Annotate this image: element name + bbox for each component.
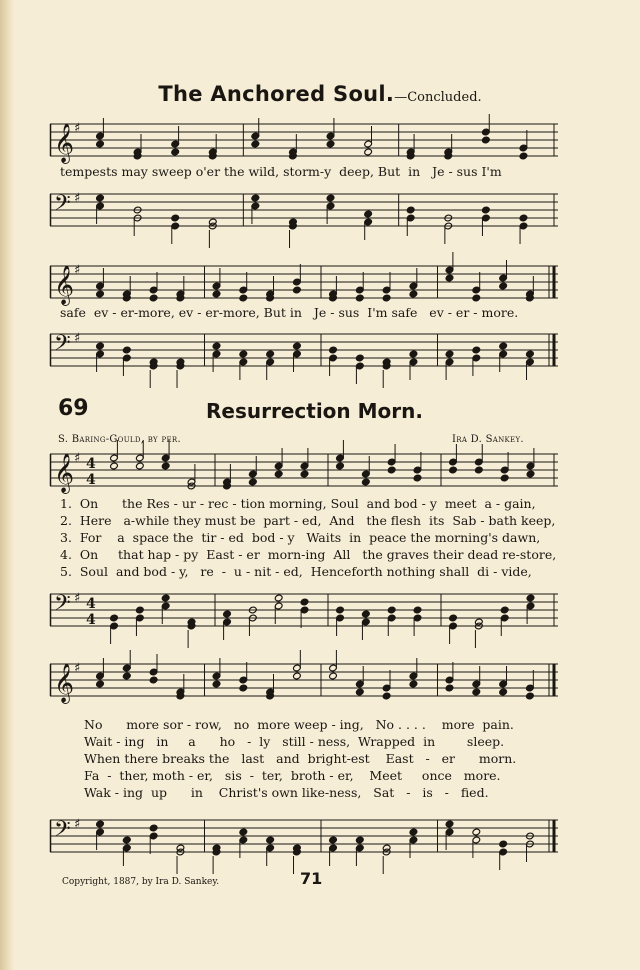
note-head <box>251 194 260 202</box>
note-head <box>96 290 105 298</box>
verse-line-2: 2. Here a-while they must be part - ed, And the flesh its Sab - bath keep, <box>60 513 556 528</box>
refrain-line-3: When there breaks the last and bright-est East - er morn. <box>84 751 517 766</box>
note-head <box>500 606 509 614</box>
note-head <box>409 290 418 298</box>
note-head <box>96 140 105 148</box>
note-head <box>336 606 345 614</box>
note-head <box>223 610 232 618</box>
note-head <box>329 346 338 354</box>
sharp-icon: ♯ <box>74 263 81 278</box>
page-number: 71 <box>300 869 323 888</box>
note-head <box>212 680 221 688</box>
bass-staff-3 <box>50 590 558 630</box>
note-head <box>482 136 491 144</box>
continued-hymn-title-text: The Anchored Soul. <box>158 82 395 106</box>
refrain-line-5: Wak - ing up in Christ's own like-ness, Sat - is - fied. <box>84 785 489 800</box>
note-head <box>500 474 509 482</box>
continued-hymn-subtitle: —Concluded. <box>394 90 482 105</box>
treble-staff-4 <box>50 660 558 703</box>
sharp-icon: ♯ <box>74 121 81 136</box>
note-head <box>171 214 180 222</box>
note-head <box>472 294 481 302</box>
note-head <box>212 342 221 350</box>
note-head <box>293 342 302 350</box>
sharp-icon: ♯ <box>74 191 81 206</box>
page-binding-edge <box>0 0 14 970</box>
refrain-line-2: Wait - ing in a ho - ly still - ness, Wrapped in sleep. <box>84 734 505 749</box>
time-signature-bottom: 4 <box>86 612 96 628</box>
sharp-icon: ♯ <box>74 817 81 832</box>
sharp-icon: ♯ <box>74 591 81 606</box>
note-head <box>472 346 481 354</box>
note-head <box>409 350 418 358</box>
treble-clef-icon: 𝄞 <box>54 663 75 703</box>
note-head <box>472 688 481 696</box>
note-head <box>96 680 105 688</box>
bass-staff-4 <box>50 816 558 856</box>
sharp-icon: ♯ <box>74 661 81 676</box>
note-head <box>248 478 257 486</box>
lyric-line-2: safe ev - er-more, ev - er-more, But in Je - sus I'm safe ev - er - more. <box>60 305 519 320</box>
note-head <box>526 350 535 358</box>
note-head <box>445 684 454 692</box>
note-head <box>239 294 248 302</box>
treble-staff-2 <box>50 262 558 305</box>
bass-clef-icon: 𝄢 <box>54 817 71 847</box>
note-head <box>266 350 275 358</box>
note-head <box>409 828 418 836</box>
note-head <box>239 828 248 836</box>
refrain-line-4: Fa - ther, moth - er, sis - ter, broth - er, Meet once more. <box>84 768 501 783</box>
treble-staff-3 <box>50 450 558 493</box>
note-head <box>274 594 283 602</box>
hymn-number: 69 <box>58 396 89 421</box>
note-head <box>122 836 131 844</box>
note-head <box>499 342 508 350</box>
note-head <box>96 194 105 202</box>
note-head <box>122 346 131 354</box>
note-head <box>361 478 370 486</box>
note-head <box>382 692 391 700</box>
note-head <box>387 606 396 614</box>
note-head <box>445 274 454 282</box>
note-head <box>326 194 335 202</box>
note-head <box>355 294 364 302</box>
time-signature-bottom: 4 <box>86 472 96 488</box>
note-head <box>449 466 458 474</box>
note-head <box>266 836 275 844</box>
treble-clef-icon: 𝄞 <box>54 123 75 163</box>
note-head <box>336 462 345 470</box>
note-head <box>519 214 528 222</box>
note-head <box>96 820 105 828</box>
note-head <box>161 462 170 470</box>
note-head <box>161 594 170 602</box>
note-head <box>482 206 491 214</box>
note-head <box>274 470 283 478</box>
note-head <box>149 824 158 832</box>
note-head <box>361 610 370 618</box>
note-head <box>526 692 535 700</box>
note-head <box>239 684 248 692</box>
note-head <box>122 672 131 680</box>
hymn-composer: Ira D. Sankey. <box>452 434 524 445</box>
note-head <box>149 676 158 684</box>
continued-hymn-title <box>0 82 640 106</box>
note-head <box>406 206 415 214</box>
note-head <box>382 294 391 302</box>
note-head <box>364 210 373 218</box>
note-head <box>326 140 335 148</box>
verse-line-4: 4. On that hap - py East - er morn-ing All the graves their dead re-store, <box>60 547 557 562</box>
note-head <box>449 614 458 622</box>
note-head <box>110 462 119 470</box>
note-head <box>355 354 364 362</box>
note-head <box>474 466 483 474</box>
note-head <box>526 594 535 602</box>
note-head <box>212 290 221 298</box>
copyright-notice: Copyright, 1887, by Ira D. Sankey. <box>62 877 220 887</box>
verse-line-3: 3. For a space the tir - ed bod - y Waits in peace the morning's dawn, <box>60 530 541 545</box>
note-head <box>96 342 105 350</box>
note-head <box>110 614 119 622</box>
note-head <box>499 688 508 696</box>
note-head <box>329 672 338 680</box>
note-head <box>171 148 180 156</box>
bass-staff-1 <box>50 190 558 230</box>
treble-clef-icon: 𝄞 <box>54 265 75 305</box>
refrain-line-1: No more sor - row, no more weep - ing, No . . . . more pain. <box>84 717 514 732</box>
note-head <box>300 470 309 478</box>
verse-line-5: 5. Soul and bod - y, re - u - nit - ed, Henceforth nothing shall di - vide, <box>60 564 532 579</box>
note-head <box>526 470 535 478</box>
note-head <box>364 148 373 156</box>
note-head <box>387 466 396 474</box>
bass-clef-icon: 𝄢 <box>54 331 71 361</box>
bass-clef-icon: 𝄢 <box>54 591 71 621</box>
note-head <box>413 606 422 614</box>
time-signature-top: 4 <box>86 456 96 472</box>
note-head <box>329 836 338 844</box>
note-head <box>499 840 508 848</box>
note-head <box>355 836 364 844</box>
note-head <box>293 286 302 294</box>
note-head <box>519 152 528 160</box>
note-head <box>409 680 418 688</box>
note-head <box>355 688 364 696</box>
note-head <box>445 820 454 828</box>
note-head <box>135 606 144 614</box>
note-head <box>472 828 481 836</box>
sharp-icon: ♯ <box>74 331 81 346</box>
treble-clef-icon: 𝄞 <box>54 453 75 493</box>
note-head <box>413 474 422 482</box>
note-head <box>251 140 260 148</box>
treble-staff-1 <box>50 120 558 163</box>
note-head <box>499 282 508 290</box>
note-head <box>135 462 144 470</box>
sharp-icon: ♯ <box>74 451 81 466</box>
note-head <box>293 672 302 680</box>
hymn-title: Resurrection Morn. <box>206 399 423 423</box>
bass-staff-2 <box>50 330 558 370</box>
time-signature-top: 4 <box>86 596 96 612</box>
note-head <box>445 350 454 358</box>
verse-line-1: 1. On the Res - ur - rec - tion morning, Soul and bod - y meet a - gain, <box>60 496 536 511</box>
bass-clef-icon: 𝄢 <box>54 191 71 221</box>
note-head <box>300 598 309 606</box>
note-head <box>239 350 248 358</box>
lyric-line-1: tempests may sweep o'er the wild, storm-y deep, But in Je - sus I'm <box>60 164 502 179</box>
hymn-author: S. Baring-Gould, by per. <box>58 434 181 445</box>
note-head <box>149 294 158 302</box>
